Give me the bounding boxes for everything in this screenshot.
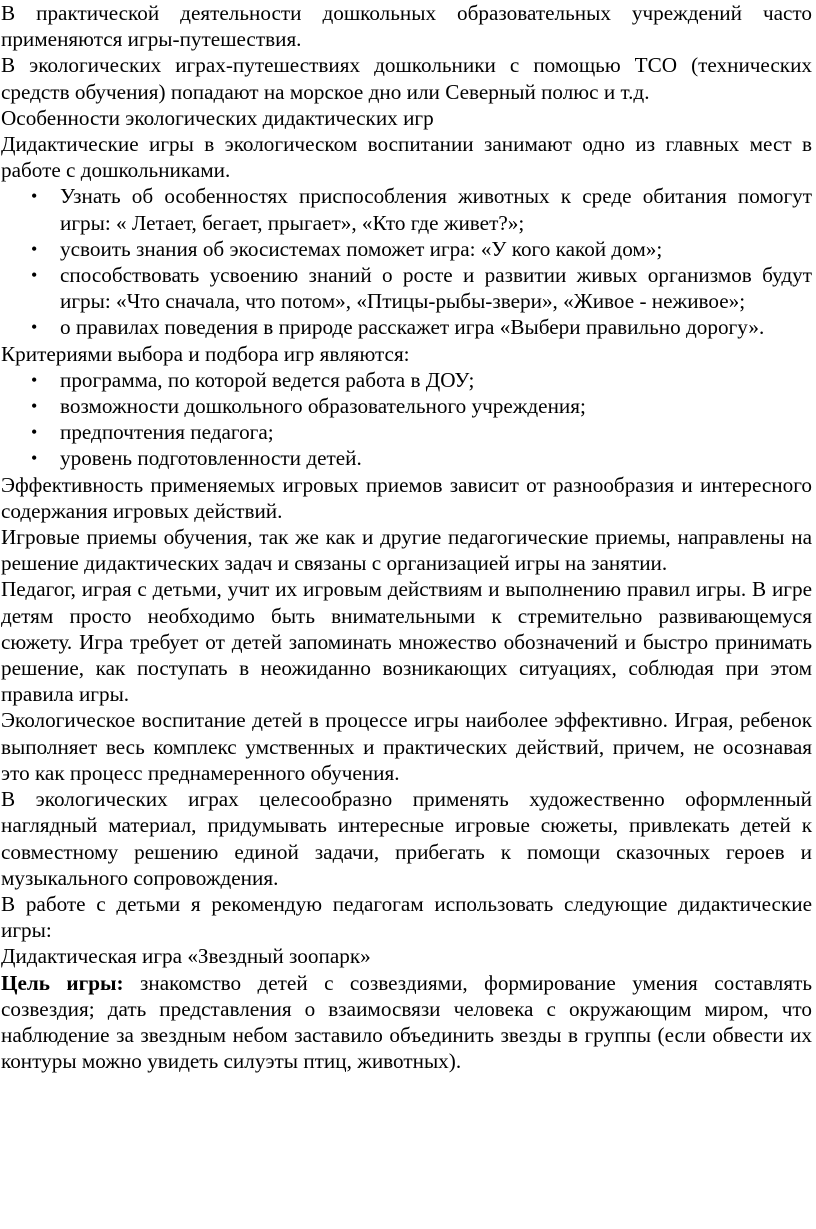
list-item: • о правилах поведения в природе расскажет игра «Выбери правильно дорогу». [1,314,812,340]
list-item: • предпочтения педагога; [1,419,812,445]
list-item: • уровень подготовленности детей. [1,445,812,471]
body-paragraph-1: Эффективность применяемых игровых приемов зависит от разнообразия и интересного содержания игровых действий. [1,472,812,523]
list-item: • программа, по которой ведется работа в ДОУ; [1,367,812,393]
body-paragraph-3: Педагог, играя с детьми, учит их игровым действиям и выполнению правил игры. В игре детям просто необходимо быть внимательными к стремительно развивающемуся сюжету. Игра требует от детей запоминать множество обозначений и быстро принимать решение, как поступать в неожиданно возникающих ситуациях, соблюдая при этом правила игры. [1,577,812,707]
intro-paragraph-1: В практической деятельности дошкольных образовательных учреждений часто применяются игры-путешествия. [1,1,812,52]
intro-paragraph-2: В экологических играх-путешествиях дошкольники с помощью ТСО (технических средств обучения) попадают на морское дно или Северный полюс и т.д. [1,53,812,104]
body-paragraph-6: В работе с детьми я рекомендую педагогам использовать следующие дидактические игры: [1,891,812,943]
list-item: • Узнать об особенностях приспособления животных к среде обитания помогут игры: « Летает, бегает, прыгает», «Кто где живет?»; [1,183,812,235]
body-paragraph-4: Экологическое воспитание детей в процессе игры наиболее эффективно. Играя, ребенок выполняет весь комплекс умственных и практических действий, причем, не осознавая это как процесс преднамеренного обучения. [1,708,812,785]
goal-label: Цель игры: [1,970,124,995]
games-list [1,183,812,340]
body-paragraph-2: Игровые приемы обучения, так же как и другие педагогические приемы, направлены на решение дидактических задач и связаны с организацией игры на занятии. [1,525,812,576]
criteria-heading: Критериями выбора и подбора игр являются: [1,341,410,366]
game-goal [1,970,812,1075]
criteria-list [1,367,812,472]
list-item: • способствовать усвоению знаний о росте и развитии живых организмов будут игры: «Что сначала, что потом», «Птицы-рыбы-звери», «Живое - неживое»; [1,262,812,314]
section-heading: Особенности экологических дидактических игр [1,105,434,130]
intro-paragraph-3: Дидактические игры в экологическом воспитании занимают одно из главных мест в работе с дошкольниками. [1,132,812,183]
goal-text: знакомство детей с созвездиями, формирование умения составлять созвездия; дать представления о взаимосвязи человека с окружающим миром, что наблюдение за звездным небом заставило объединить звезды в группы (если обвести их контуры можно увидеть силуэты птиц, животных). [1,970,813,1074]
list-item: • возможности дошкольного образовательного учреждения; [1,393,812,419]
body-paragraph-5: В экологических играх целесообразно применять художественно оформленный наглядный материал, придумывать интересные игровые сюжеты, привлекать детей к совместному решению единой задачи, прибегать к помощи сказочных героев и музыкального сопровождения. [1,787,812,890]
list-item: • усвоить знания об экосистемах поможет игра: «У кого какой дом»; [1,236,812,262]
game-title: Дидактическая игра «Звездный зоопарк» [1,944,371,969]
